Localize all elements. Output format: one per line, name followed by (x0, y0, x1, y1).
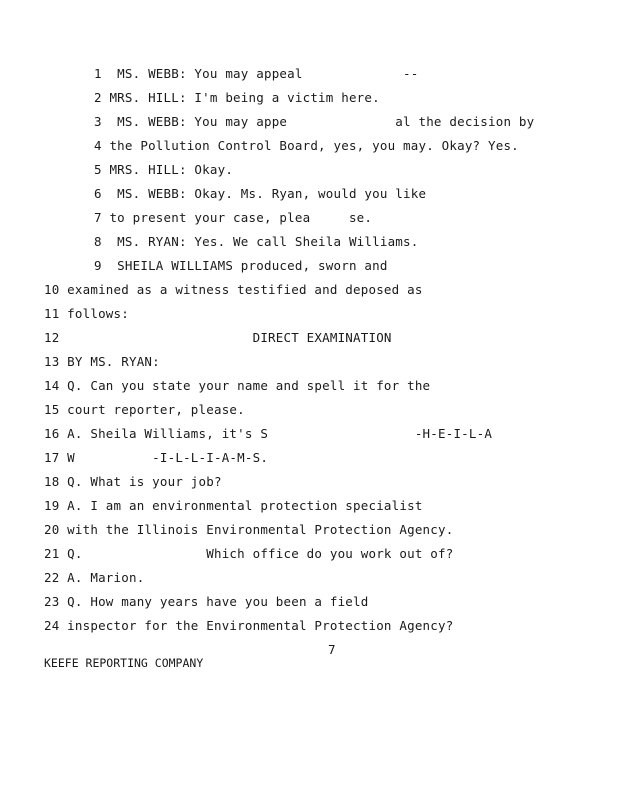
transcript-line-4: 4 the Pollution Control Board, yes, you may. Okay? Yes. (94, 138, 519, 153)
transcript-line-10: 10 examined as a witness testified and deposed as (44, 282, 423, 297)
transcript-line-3: 3 MS. WEBB: You may appe al the decision by (94, 114, 535, 129)
transcript-line-7: 7 to present your case, plea se. (94, 210, 373, 225)
transcript-line-13: 13 BY MS. RYAN: (44, 354, 160, 369)
transcript-line-9: 9 SHEILA WILLIAMS produced, sworn and (94, 258, 388, 273)
transcript-line-2: 2 MRS. HILL: I'm being a victim here. (94, 90, 380, 105)
footer-reporting-company: KEEFE REPORTING COMPANY (44, 656, 204, 670)
transcript-line-14: 14 Q. Can you state your name and spell it for the (44, 378, 431, 393)
transcript-line-11: 11 follows: (44, 306, 129, 321)
page-number: 7 (328, 642, 336, 657)
transcript-line-12: 12 DIRECT EXAMINATION (44, 330, 392, 345)
transcript-line-6: 6 MS. WEBB: Okay. Ms. Ryan, would you like (94, 186, 427, 201)
transcript-line-24: 24 inspector for the Environmental Protection Agency? (44, 618, 454, 633)
transcript-line-5: 5 MRS. HILL: Okay. (94, 162, 234, 177)
transcript-line-8: 8 MS. RYAN: Yes. We call Sheila Williams. (94, 234, 419, 249)
transcript-line-21: 21 Q. Which office do you work out of? (44, 546, 454, 561)
transcript-line-18: 18 Q. What is your job? (44, 474, 222, 489)
transcript-line-19: 19 A. I am an environmental protection specialist (44, 498, 423, 513)
transcript-line-22: 22 A. Marion. (44, 570, 145, 585)
transcript-line-20: 20 with the Illinois Environmental Protection Agency. (44, 522, 454, 537)
transcript-line-17: 17 W -I-L-L-I-A-M-S. (44, 450, 269, 465)
transcript-line-15: 15 court reporter, please. (44, 402, 245, 417)
transcript-line-16: 16 A. Sheila Williams, it's S -H-E-I-L-A (44, 426, 493, 441)
transcript-line-1: 1 MS. WEBB: You may appeal -- (94, 66, 419, 81)
transcript-line-23: 23 Q. How many years have you been a field (44, 594, 369, 609)
